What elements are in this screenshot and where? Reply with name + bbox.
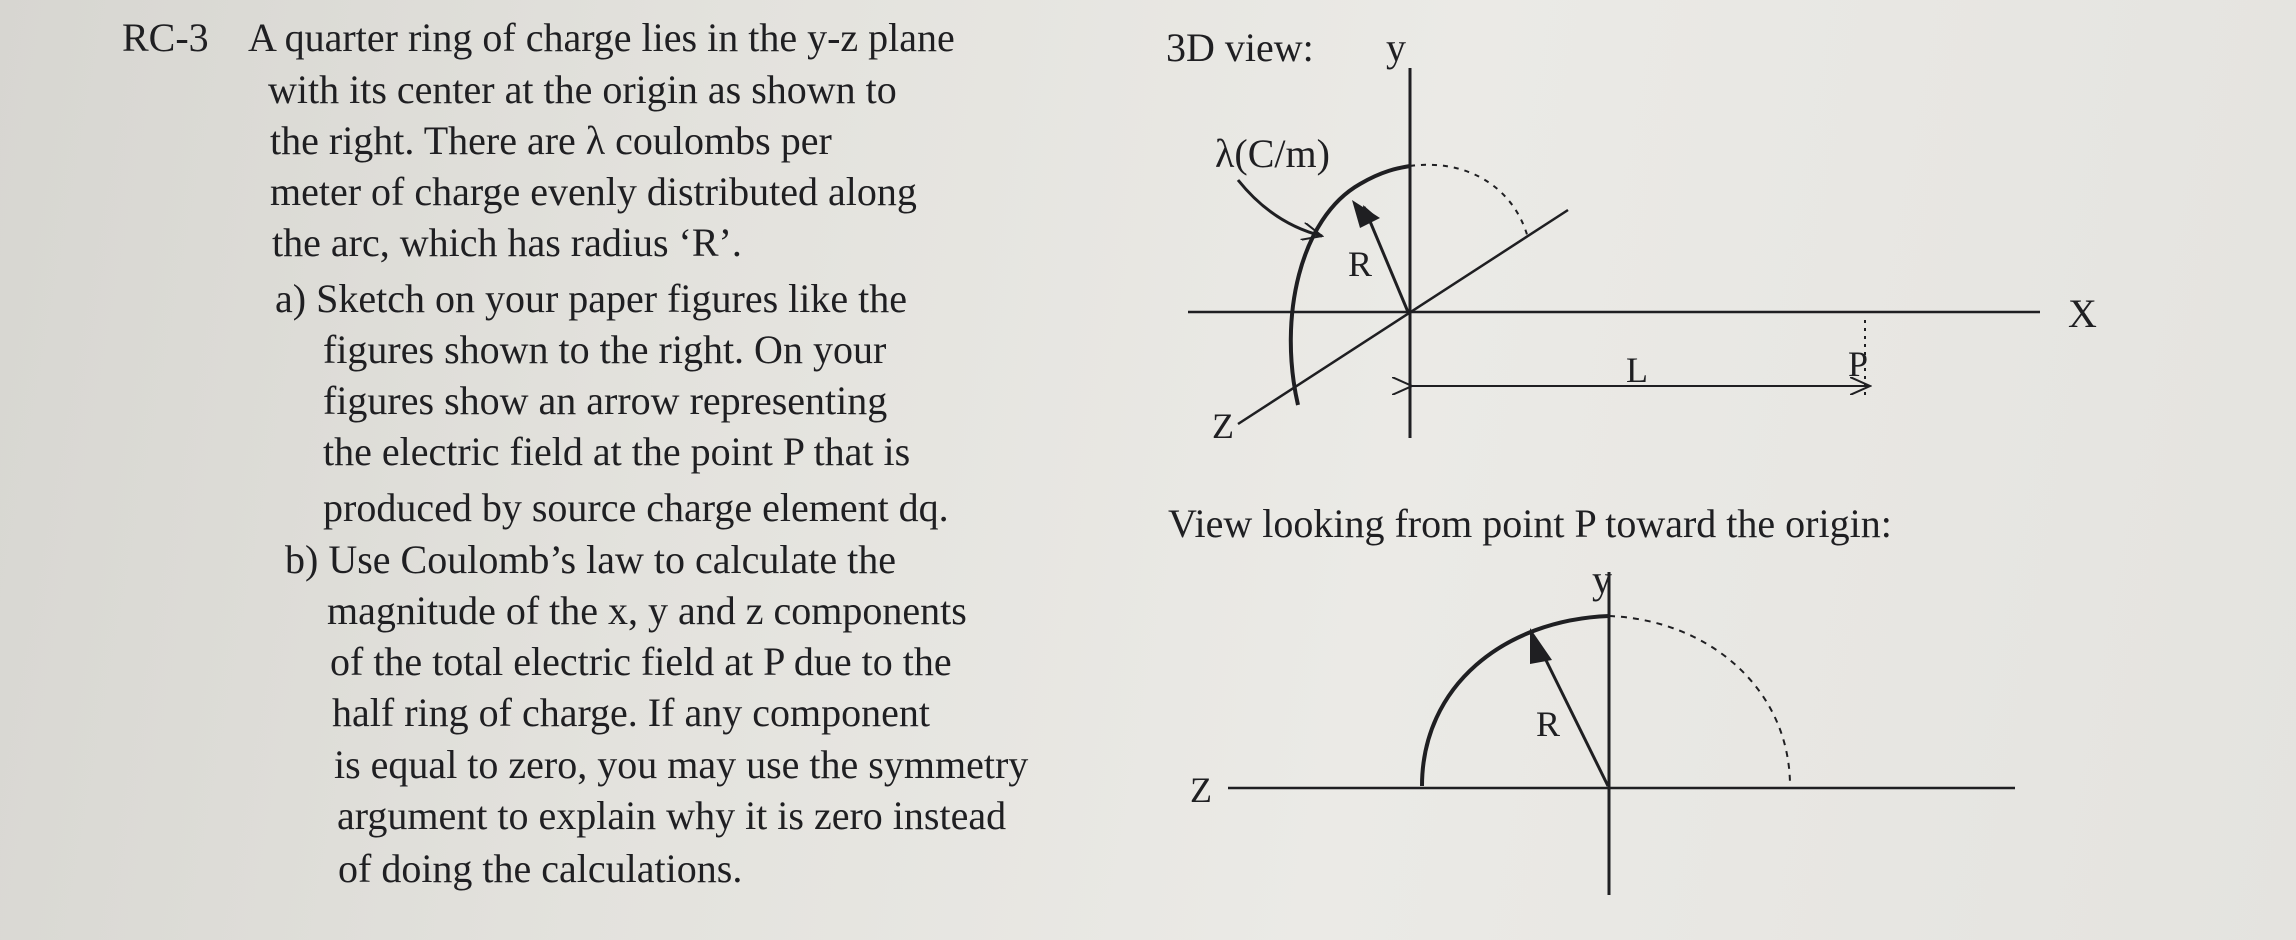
- problem-line: half ring of charge. If any component: [332, 690, 930, 735]
- problem-line: the arc, which has radius ‘R’.: [272, 220, 742, 265]
- problem-line: of the total electric field at P due to the: [330, 639, 952, 684]
- dashed-arc: [1410, 165, 1528, 238]
- x-axis-label: X: [2068, 291, 2097, 336]
- problem-line: with its center at the origin as shown to: [268, 67, 897, 112]
- problem-line: is equal to zero, you may use the symmetry: [334, 742, 1029, 787]
- y-axis-label: y: [1386, 25, 1406, 70]
- figure-view: [1228, 572, 2015, 895]
- problem-line: meter of charge evenly distributed along: [270, 169, 917, 214]
- problem-number: RC-3: [122, 15, 209, 60]
- distance-label: L: [1626, 350, 1648, 390]
- lambda-pointer: [1238, 180, 1322, 236]
- problem-line: figures shown to the right. On your: [323, 327, 887, 372]
- solid-arc: [1422, 616, 1609, 786]
- radius-label: R: [1536, 704, 1561, 744]
- radius-arrowhead: [1352, 200, 1380, 228]
- z-axis-label: Z: [1190, 770, 1212, 810]
- z-axis-label: Z: [1212, 406, 1234, 446]
- figure-3d-title: 3D view:: [1166, 25, 1314, 70]
- problem-line: the electric field at the point P that is: [323, 429, 911, 474]
- radius-arrowhead: [1530, 628, 1552, 664]
- problem-part-b: b) Use Coulomb’s law to calculate the: [285, 537, 896, 582]
- point-p-label: P: [1848, 344, 1869, 384]
- z-axis: [1238, 210, 1568, 424]
- problem-line: magnitude of the x, y and z components: [327, 588, 967, 633]
- problem-line: the right. There are λ coulombs per: [270, 118, 832, 163]
- problem-line: of doing the calculations.: [338, 846, 743, 891]
- problem-line: A quarter ring of charge lies in the y-z plane: [248, 15, 955, 60]
- dashed-arc: [1609, 616, 1790, 786]
- problem-part-a: a) Sketch on your paper figures like the: [275, 276, 908, 321]
- radius-label: R: [1348, 244, 1373, 284]
- lambda-label: λ(C/m): [1215, 131, 1330, 176]
- problem-line: produced by source charge element dq.: [323, 485, 949, 530]
- y-axis-label: y: [1592, 557, 1612, 602]
- figure-3d: [1188, 68, 2040, 438]
- problem-line: argument to explain why it is zero instead: [337, 793, 1007, 838]
- figure-view-title: View looking from point P toward the origin:: [1168, 501, 1892, 546]
- problem-line: figures show an arrow representing: [323, 378, 888, 423]
